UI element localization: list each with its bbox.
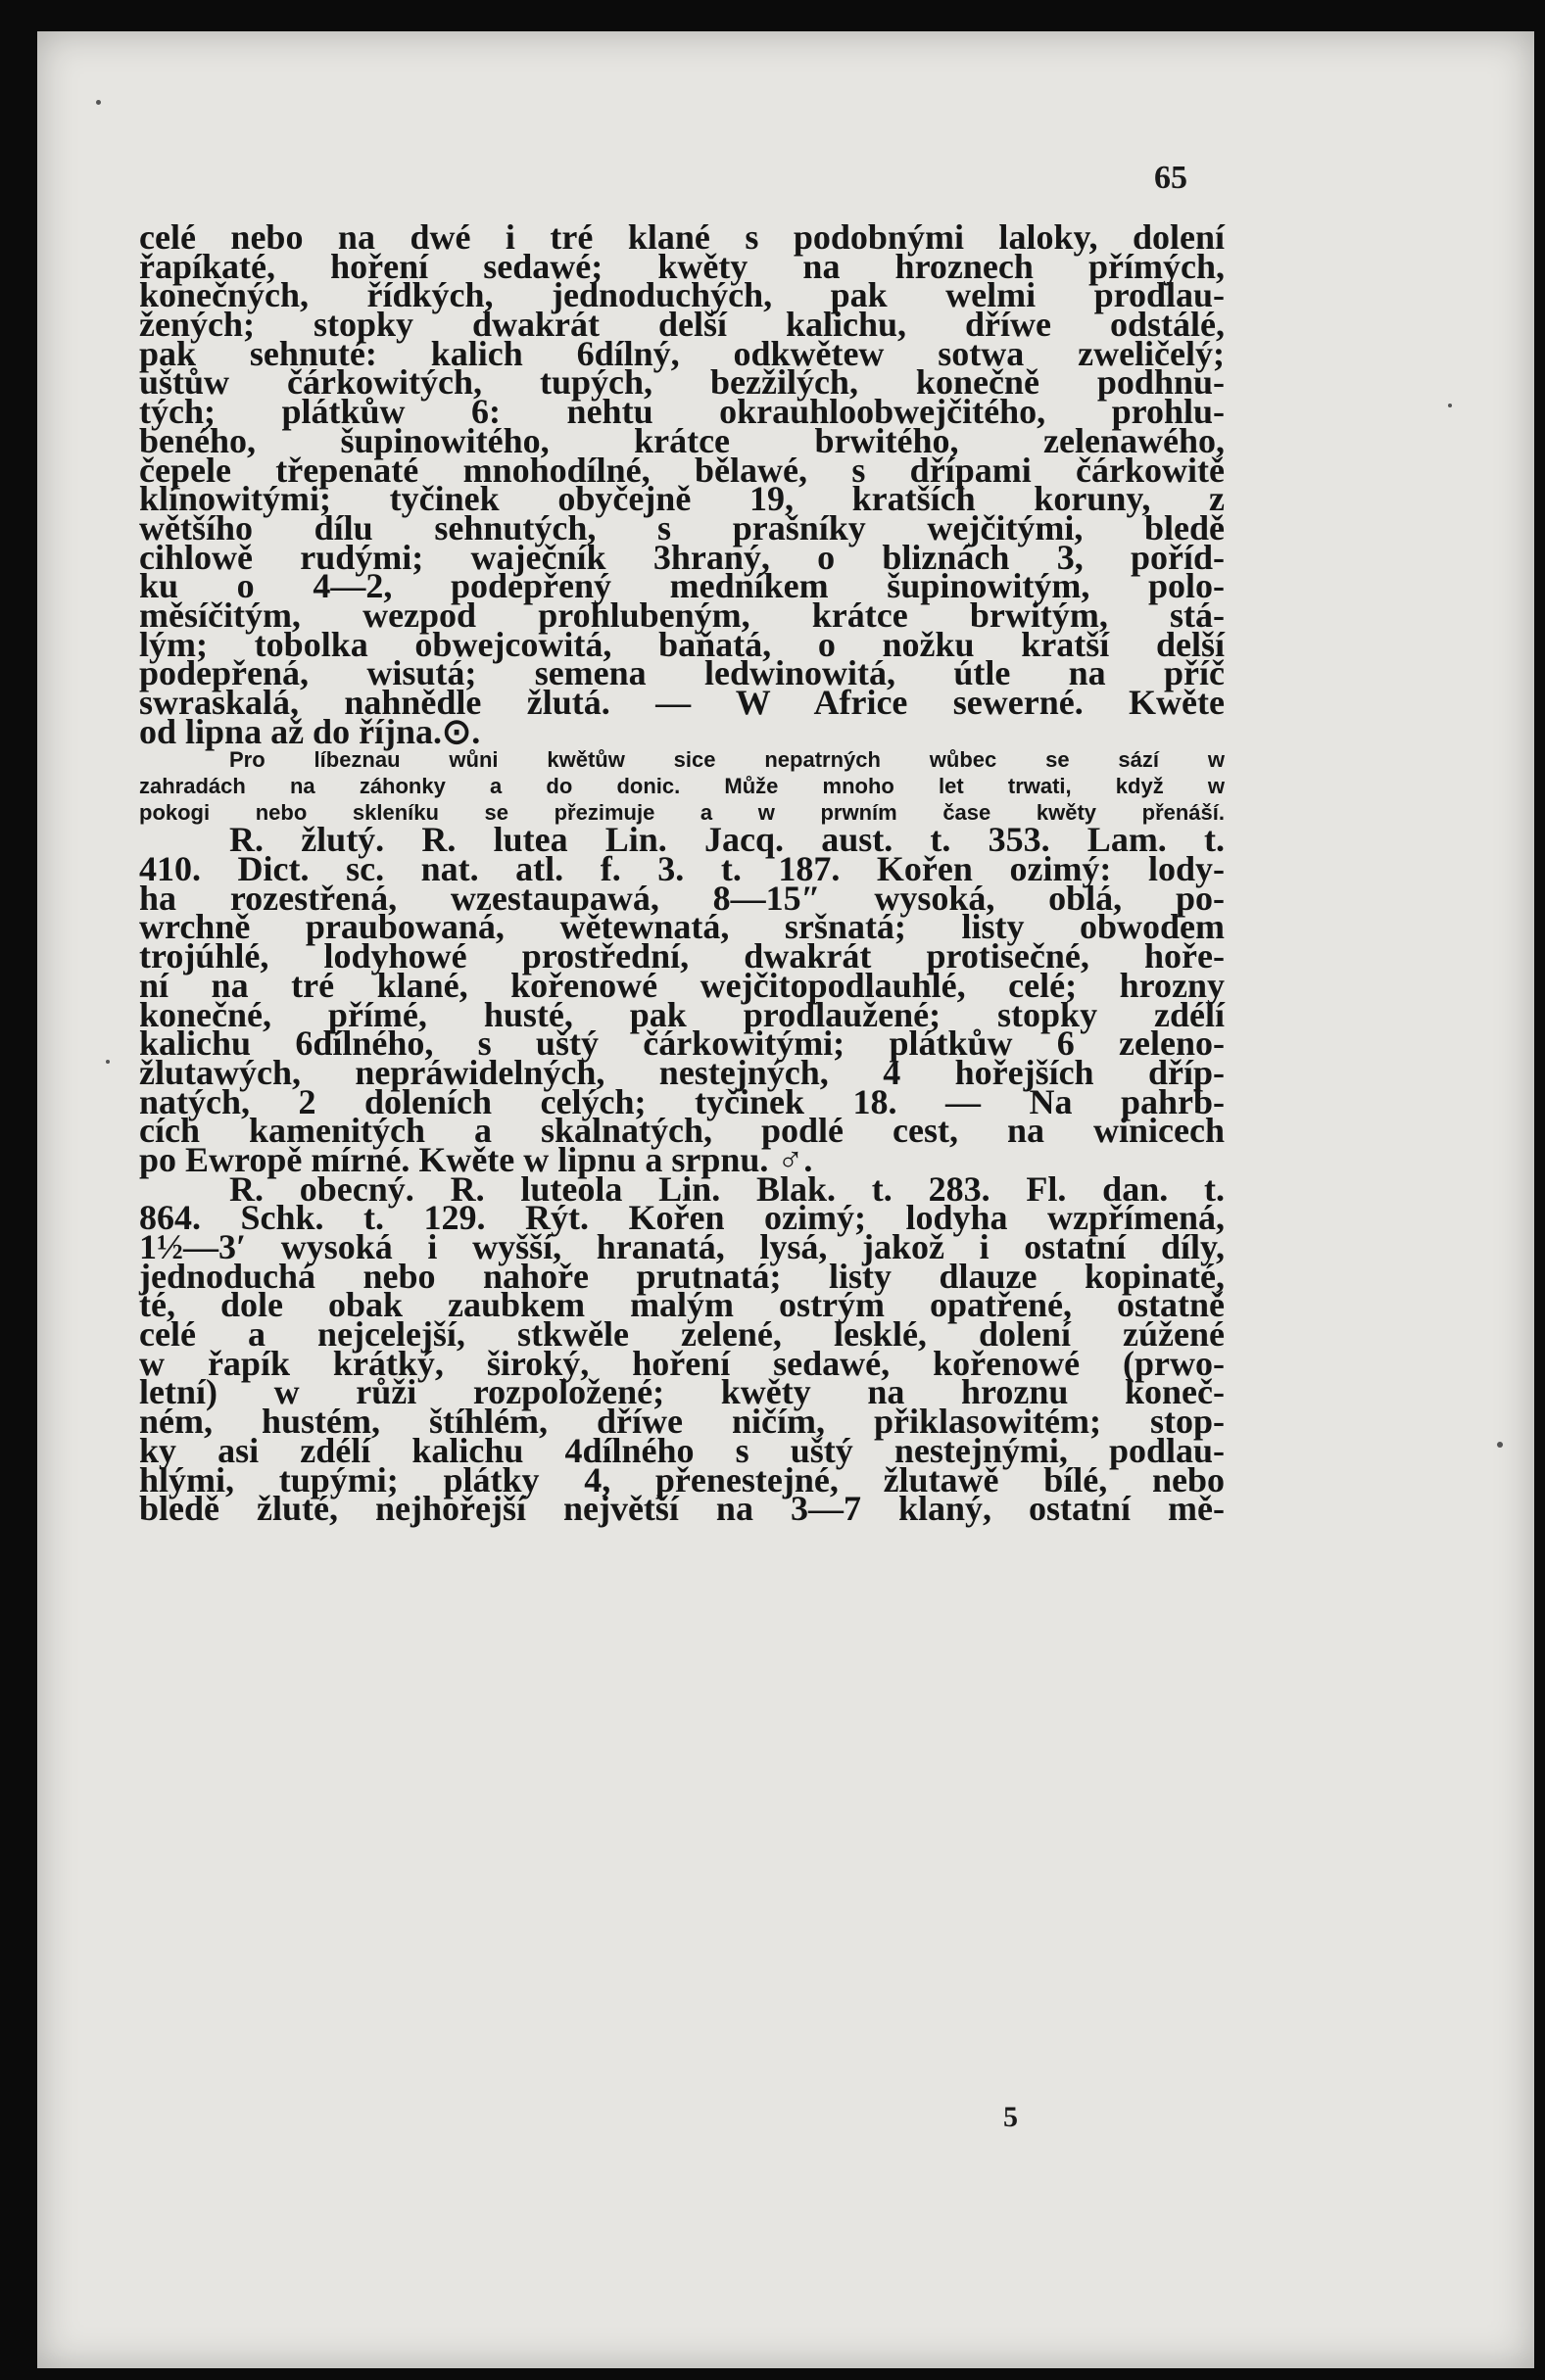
text-line: žlutawých, nepráwidelných, nestejných, 4 hořejších dříp- xyxy=(139,1052,1225,1092)
text-line: od lipna až do října.⊙. xyxy=(139,711,481,751)
text-line: tých; plátkůw 6: nehtu okrauhloobwejčitého, prohlu- xyxy=(139,392,1225,432)
note-line: zahradách na záhonky a do donic. Může mnoho let trwati, když w xyxy=(139,774,1225,799)
text-line: wrchně praubowaná, wětewnatá, sršnatá; listy obwodem xyxy=(139,907,1225,947)
signature-mark: 5 xyxy=(1003,2101,1018,2133)
text-line: podepřená, wisutá; semena ledwinowitá, útle na příč xyxy=(139,653,1225,693)
text-line: bledě žluté, nejhořejší největší na 3—7 klaný, ostatní mě- xyxy=(139,1489,1225,1529)
text-line: swraskalá, nahnědle žlutá. — W Africe sewerné. Kwěte xyxy=(139,683,1225,722)
text-line: trojúhlé, lodyhowé prostřední, dwakrát protisečné, hoře- xyxy=(139,936,1225,976)
text-line: pak sehnuté: kalich 6dílný, odkwětew sotwa zweličelý; xyxy=(139,333,1225,373)
text-line: hlými, tupými; plátky 4, přenestejné, žlutawě bílé, nebo xyxy=(139,1459,1225,1499)
print-speck xyxy=(106,1060,110,1064)
print-speck xyxy=(1448,404,1452,407)
text-line: řapíkaté, hoření sedawé; kwěty na hroznech přímých, xyxy=(139,246,1225,286)
text-line: žených; stopky dwakrát delší kalichu, dříwe odstálé, xyxy=(139,305,1225,345)
text-line: R. žlutý. R. lutea Lin. Jacq. aust. t. 353. Lam. t. xyxy=(229,820,1225,860)
text-line: po Ewropě mírné. Kwěte w lipnu a srpnu. ♂. xyxy=(139,1139,813,1179)
print-speck xyxy=(96,100,101,105)
text-line: ha rozestřená, wzestaupawá, 8—15″ wysoká, oblá, po- xyxy=(139,878,1225,918)
text-line: 864. Schk. t. 129. Rýt. Kořen ozimý; lodyha wzpřímená, xyxy=(139,1198,1225,1238)
text-line: ní na tré klané, kořenowé wejčitopodlauhlé, celé; hrozny xyxy=(139,965,1225,1005)
text-line: ném, hustém, štíhlém, dříwe ničím, přiklasowitém; stop- xyxy=(139,1402,1225,1442)
text-line: ky asi zdélí kalichu 4dílného s uštý nestejnými, podlau- xyxy=(139,1430,1225,1470)
text-line: konečné, přímé, husté, pak prodlaužené; stopky zdélí xyxy=(139,994,1225,1034)
note-line: Pro líbeznau wůni kwětůw sice nepatrných wůbec se sází w xyxy=(229,747,1225,773)
text-line: wětšího dílu sehnutých, s prašníky wejčitými, bledě xyxy=(139,507,1225,547)
text-line: lým; tobolka obwejcowitá, baňatá, o nožku kratší delší xyxy=(139,624,1225,664)
text-line: 1½—3′ wysoká i wyšší, hranatá, lysá, jakož i ostatní díly, xyxy=(139,1227,1225,1266)
text-line: uštůw čárkowitých, tupých, bezžilých, konečně podhnu- xyxy=(139,362,1225,403)
text-line: čepele třepenaté mnohodílné, bělawé, s dřípami čárkowitě xyxy=(139,450,1225,490)
text-line: letní) w růži rozpoložené; kwěty na hroznu koneč- xyxy=(139,1372,1225,1412)
text-line: jednoduchá nebo nahoře prutnatá; listy dlauze kopinaté, xyxy=(139,1256,1225,1296)
text-line: cihlowě rudými; waječník 3hraný, o bliznách 3, poříd- xyxy=(139,537,1225,577)
page-number: 65 xyxy=(1154,160,1187,196)
print-speck xyxy=(1497,1442,1503,1448)
text-line: klínowitými; tyčinek obyčejně 19, kratších koruny, z xyxy=(139,479,1225,519)
text-line: měsíčitým, wezpod prohlubeným, krátce brwitým, stá- xyxy=(139,595,1225,635)
text-line: celé a nejcelejší, stkwěle zelené, lesklé, dolení zúžené xyxy=(139,1314,1225,1355)
text-line: natých, 2 doleních celých; tyčinek 18. — Na pahrb- xyxy=(139,1081,1225,1121)
text-line: w řapík krátký, široký, hoření sedawé, kořenowé (prwo- xyxy=(139,1343,1225,1383)
text-line: cích kamenitých a skalnatých, podlé cest, na winicech xyxy=(139,1111,1225,1151)
text-line: kalichu 6dílného, s uštý čárkowitými; plátkůw 6 zeleno- xyxy=(139,1023,1225,1064)
text-line: konečných, řídkých, jednoduchých, pak welmi prodlau- xyxy=(139,275,1225,315)
text-line: celé nebo na dwé i tré klané s podobnými laloky, dolení xyxy=(139,217,1225,257)
text-line: té, dole obak zaubkem malým ostrým opatřené, ostatně xyxy=(139,1285,1225,1325)
text-line: ku o 4—2, podepřený medníkem šupinowitým, polo- xyxy=(139,566,1225,606)
text-line: R. obecný. R. luteola Lin. Blak. t. 283. Fl. dan. t. xyxy=(229,1168,1225,1209)
text-line: beného, šupinowitého, krátce brwitého, zelenawého, xyxy=(139,420,1225,460)
main-text xyxy=(139,217,1225,1529)
text-line: 410. Dict. sc. nat. atl. f. 3. t. 187. Kořen ozimý: lody- xyxy=(139,849,1225,889)
note-line: pokogi nebo skleníku se přezimuje a w prwním čase kwěty přenáší. xyxy=(139,800,1225,826)
